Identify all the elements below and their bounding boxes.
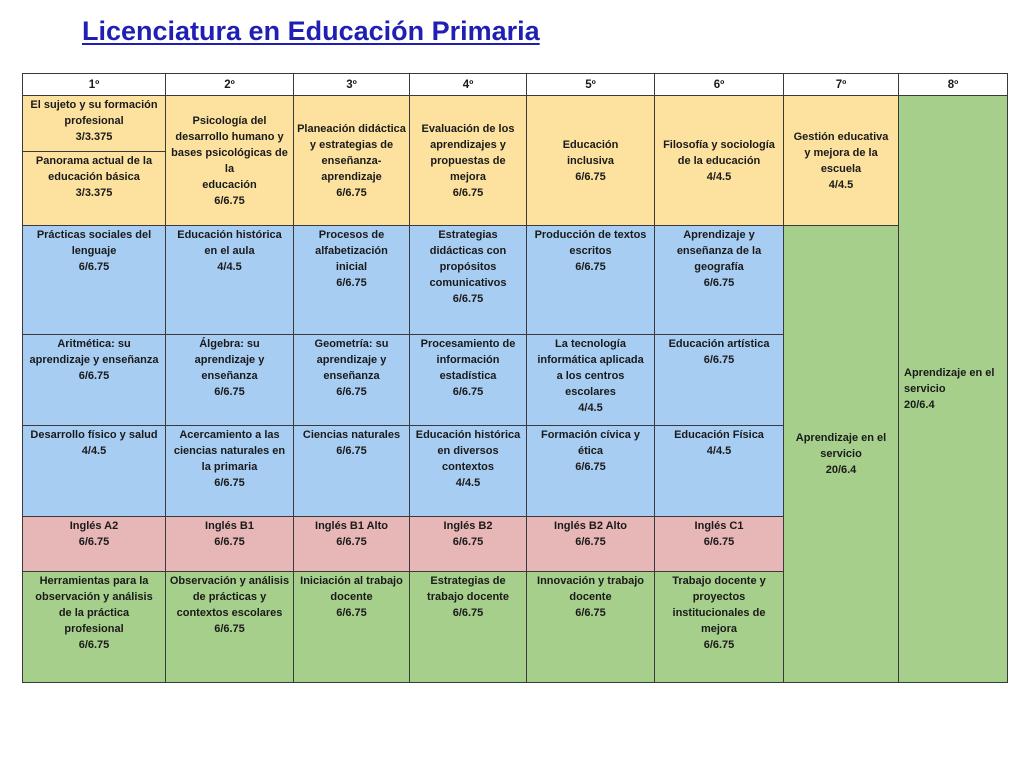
semester-header: 8º (899, 74, 1008, 96)
course-credits: 6/6.75 (452, 186, 484, 199)
course-name-line: escolares (565, 386, 616, 398)
course-cell (527, 96, 655, 226)
course-credits: 6/6.75 (336, 445, 367, 457)
course-name-line: servicio (904, 383, 946, 395)
course-credits: 4/4.5 (217, 261, 242, 273)
course-cell (23, 426, 166, 517)
course-credits: 3/3.375 (75, 131, 113, 143)
course-cell (166, 572, 294, 683)
course-name-line: profesional (64, 115, 124, 127)
course-name-line: aprendizaje y (316, 354, 387, 366)
course-name-line: Educación histórica (177, 229, 282, 241)
course-cell (527, 572, 655, 683)
course-name-line: mejora (700, 623, 738, 635)
course-cell (527, 426, 655, 517)
course-name-line: en diversos (437, 445, 499, 457)
course-name-line: de prácticas y (192, 591, 267, 603)
course-credits: 6/6.75 (452, 386, 484, 398)
course-name-line: Aritmética: su (57, 338, 131, 350)
course-name-line: Gestión educativa (793, 130, 889, 143)
course-name-line: y estrategias de (309, 138, 394, 151)
course-cell-service-learning-7 (784, 226, 899, 683)
course-cell (655, 335, 784, 426)
course-name-line: didácticas con (429, 245, 507, 257)
course-cell (294, 226, 410, 335)
course-cell (655, 517, 784, 572)
course-cell (23, 152, 166, 226)
course-name-line: propósitos (439, 261, 497, 273)
course-name-line: Aprendizaje en el (904, 367, 995, 379)
course-name-line: contextos escolares (176, 607, 283, 619)
course-credits: 6/6.75 (78, 261, 110, 273)
semester-header: 6º (655, 74, 784, 96)
course-name-line: de la práctica (58, 607, 130, 619)
curriculum-table (22, 73, 1008, 683)
page-title: Licenciatura en Educación Primaria (82, 16, 540, 46)
course-name-line: alfabetización (315, 245, 388, 257)
course-cell (166, 426, 294, 517)
course-credits: 6/6.75 (214, 386, 245, 398)
course-credits: 4/4.5 (706, 170, 732, 183)
course-name-line: proyectos (692, 591, 746, 603)
course-name-line: Observación y análisis (169, 575, 290, 587)
course-cell (166, 335, 294, 426)
course-cell (294, 517, 410, 572)
course-cell (527, 517, 655, 572)
course-name-line: Inglés C1 (694, 520, 744, 532)
course-name-line: mejora (449, 170, 487, 183)
course-name-line: Acercamiento a las (179, 429, 280, 441)
course-name-line: geografía (694, 261, 744, 273)
course-name-line: ética (577, 445, 604, 457)
course-name-line: comunicativos (429, 277, 507, 289)
course-cell (655, 426, 784, 517)
course-credits: 6/6.75 (703, 354, 735, 366)
course-name-line: inicial (335, 261, 368, 273)
course-name-line: inclusiva (566, 154, 615, 167)
semester-header: 1º (23, 74, 166, 96)
course-name-line: Desarrollo físico y salud (30, 429, 158, 441)
course-credits: 4/4.5 (828, 178, 854, 191)
course-name-line: Producción de textos (534, 229, 647, 241)
course-credits: 6/6.75 (336, 536, 367, 548)
course-name-line: Evaluación de los (421, 122, 515, 135)
course-credits: 20/6.4 (825, 464, 857, 476)
semester-header: 7º (784, 74, 899, 96)
course-name-line: trabajo docente (427, 591, 509, 603)
course-name-line: Inglés B1 (205, 520, 254, 532)
course-cell (23, 572, 166, 683)
course-name-line: a los centros (556, 370, 625, 382)
course-cell (410, 335, 527, 426)
course-name-line: Inglés A2 (69, 520, 119, 532)
course-cell-service-learning-8 (899, 96, 1008, 683)
course-name-line: enseñanza- (321, 154, 382, 167)
course-name-line: enseñanza (323, 370, 380, 382)
course-cell (23, 517, 166, 572)
course-cell (784, 96, 899, 226)
course-credits: 6/6.75 (575, 536, 606, 548)
course-name-line: informática aplicada (537, 354, 644, 366)
course-name-line: Estrategias de (430, 575, 506, 587)
course-credits: 6/6.75 (78, 639, 110, 651)
course-credits: 6/6.75 (336, 186, 367, 199)
course-credits: 6/6.75 (214, 194, 245, 207)
course-name-line: Educación histórica (415, 429, 521, 441)
course-name-line: profesional (64, 623, 124, 635)
course-credits: 6/6.75 (78, 370, 110, 382)
course-name-line: observación y análisis (35, 591, 153, 603)
course-name-line: Psicología del (192, 114, 267, 127)
course-credits: 6/6.75 (452, 607, 484, 619)
course-cell (410, 426, 527, 517)
course-name-line: Procesamiento de (420, 338, 516, 350)
course-name-line: aprendizajes y (430, 138, 506, 151)
course-name-line: estadística (439, 370, 497, 382)
course-cell (166, 226, 294, 335)
course-credits: 6/6.75 (78, 536, 110, 548)
course-credits: 6/6.75 (575, 261, 606, 273)
semester-header: 3º (294, 74, 410, 96)
course-name-line: Educación artística (668, 338, 770, 350)
course-name-line: y mejora de la (804, 146, 878, 159)
course-name-line: Planeación didáctica (297, 122, 406, 135)
course-name-line: educación básica (48, 171, 140, 183)
course-cell (23, 96, 166, 152)
course-credits: 4/4.5 (81, 445, 107, 457)
semester-header: 4º (410, 74, 527, 96)
course-cell (294, 426, 410, 517)
course-credits: 4/4.5 (706, 445, 732, 457)
course-name-line: Procesos de (318, 229, 385, 241)
course-cell (166, 517, 294, 572)
course-name-line: Álgebra: su (199, 338, 260, 350)
course-cell (527, 226, 655, 335)
course-name-line: desarrollo humano y (175, 130, 284, 143)
course-cell (410, 226, 527, 335)
course-name-line: en el aula (204, 245, 255, 257)
course-name-line: enseñanza (201, 370, 258, 382)
course-credits: 6/6.75 (703, 277, 735, 289)
course-credits: 6/6.75 (336, 607, 367, 619)
course-name-line: Geometría: su (314, 338, 389, 350)
course-name-line: escuela (820, 162, 862, 175)
semester-header: 2º (166, 74, 294, 96)
course-credits: 6/6.75 (214, 477, 245, 489)
course-credits: 6/6.75 (452, 293, 484, 305)
course-cell (410, 96, 527, 226)
course-name-line: Filosofía y sociología (663, 138, 775, 151)
course-name-line: educación (202, 178, 257, 191)
course-cell (294, 96, 410, 226)
course-name-line: Trabajo docente y (672, 575, 766, 587)
course-name-line: Innovación y trabajo (537, 575, 644, 587)
course-name-line: Inglés B2 Alto (554, 520, 627, 532)
course-name-line: la primaria (201, 461, 258, 473)
course-name-line: Educación (562, 138, 619, 151)
course-cell (23, 335, 166, 426)
course-name-line: lenguaje (71, 245, 117, 257)
course-cell (655, 96, 784, 226)
course-credits: 3/3.375 (75, 187, 113, 199)
course-name-line: contextos (442, 461, 494, 473)
course-cell (410, 572, 527, 683)
course-credits: 4/4.5 (578, 402, 603, 414)
course-cell (655, 226, 784, 335)
course-credits: 6/6.75 (336, 277, 367, 289)
course-credits: 6/6.75 (703, 639, 735, 651)
course-name-line: institucionales de (672, 607, 766, 619)
course-name-line: Inglés B2 (443, 520, 493, 532)
course-credits: 6/6.75 (336, 386, 367, 398)
course-credits: 6/6.75 (214, 623, 245, 635)
course-credits: 20/6.4 (904, 399, 935, 411)
course-name-line: escritos (569, 245, 612, 257)
course-name-line: Aprendizaje y (683, 229, 755, 241)
course-name-line: información (436, 354, 500, 366)
course-name-line: Educación Física (674, 429, 764, 441)
course-name-line: Herramientas para la (39, 575, 149, 587)
course-cell (23, 226, 166, 335)
course-cell (294, 335, 410, 426)
course-name-line: Formación cívica y (540, 429, 641, 441)
course-name-line: aprendizaje y enseñanza (29, 354, 159, 366)
course-name-line: Aprendizaje en el (795, 432, 887, 444)
course-name-line: propuestas de (430, 154, 506, 167)
course-credits: 6/6.75 (214, 536, 245, 548)
course-name-line: aprendizaje y (194, 354, 265, 366)
course-name-line: docente (569, 591, 612, 603)
course-cell (166, 96, 294, 226)
course-name-line: enseñanza de la (676, 245, 762, 257)
course-credits: 6/6.75 (703, 536, 735, 548)
course-name-line: de la educación (677, 154, 761, 167)
course-name-line: bases psicológicas de la (171, 146, 288, 175)
course-name-line: Prácticas sociales del (36, 229, 152, 241)
course-name-line: El sujeto y su formación (30, 99, 158, 111)
course-cell (527, 335, 655, 426)
course-name-line: Inglés B1 Alto (315, 520, 388, 532)
course-credits: 4/4.5 (455, 477, 481, 489)
course-cell (294, 572, 410, 683)
semester-header: 5º (527, 74, 655, 96)
course-name-line: Panorama actual de la (35, 155, 153, 167)
course-name-line: Estrategias (438, 229, 498, 241)
course-credits: 6/6.75 (575, 607, 606, 619)
course-name-line: aprendizaje (321, 170, 382, 183)
course-credits: 6/6.75 (575, 461, 606, 473)
course-name-line: Ciencias naturales (302, 429, 401, 441)
semester-header-row (23, 74, 1008, 96)
course-cell (410, 517, 527, 572)
course-name-line: ciencias naturales en (173, 445, 286, 457)
course-name-line: La tecnología (555, 338, 626, 350)
course-credits: 6/6.75 (575, 170, 606, 183)
course-credits: 6/6.75 (452, 536, 484, 548)
course-name-line: servicio (820, 448, 862, 460)
course-name-line: Iniciación al trabajo (300, 575, 403, 587)
course-name-line: docente (330, 591, 373, 603)
course-cell (655, 572, 784, 683)
